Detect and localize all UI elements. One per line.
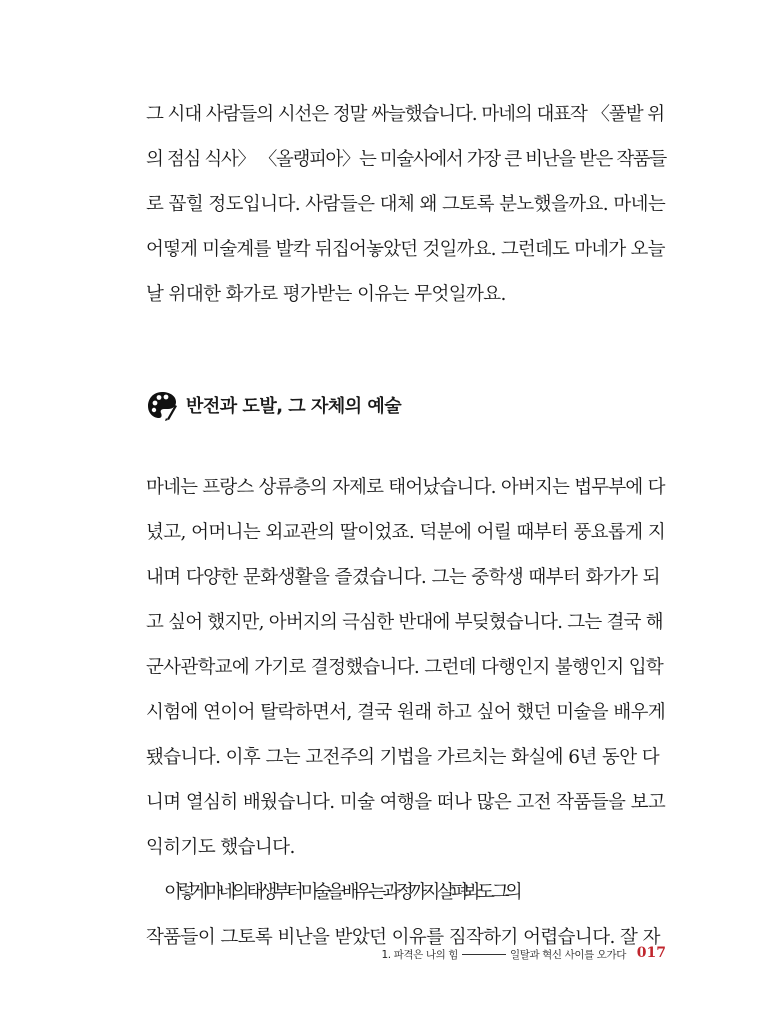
page-body: [146, 92, 666, 960]
palette-icon: [146, 389, 178, 421]
text-line: 그 시대 사람들의 시선은 정말 싸늘했습니다. 마네의 대표작 〈풀밭 위: [146, 104, 665, 125]
text-line: 니며 열심히 배웠습니다. 미술 여행을 떠나 많은 고전 작품들을 보고: [146, 792, 666, 813]
chapter-subtitle: 일탈과 혁신 사이를 오가다: [510, 949, 626, 961]
paragraph-biography: [146, 465, 666, 870]
page-footer: [0, 944, 768, 966]
paragraph-intro: [146, 92, 666, 317]
text-line: 시험에 연이어 탈락하면서, 결국 원래 하고 싶어 했던 미술을 배우게: [146, 702, 666, 723]
text-line: 날 위대한 화가로 평가받는 이유는 무엇일까요.: [146, 284, 506, 305]
chapter-title: 1. 파격은 나의 힘: [381, 949, 458, 961]
text-line: 마네는 프랑스 상류층의 자제로 태어났습니다. 아버지는 법무부에 다: [146, 477, 665, 498]
text-line: 의 점심 식사〉 〈올랭피아〉는 미술사에서 가장 큰 비난을 받은 작품들: [146, 149, 666, 170]
text-line: 고 싶어 했지만, 아버지의 극심한 반대에 부딪혔습니다. 그는 결국 해: [146, 612, 663, 633]
text-line: 익히기도 했습니다.: [146, 837, 295, 858]
footer-rule: [462, 954, 506, 955]
text-line: 됐습니다. 이후 그는 고전주의 기법을 가르치는 화실에 6년 동안 다: [146, 747, 660, 768]
text-line: 어떻게 미술계를 발칵 뒤집어놓았던 것일까요. 그런데도 마네가 오늘: [146, 239, 665, 260]
text-line: 로 꼽힐 정도입니다. 사람들은 대체 왜 그토록 분노했을까요. 마네는: [146, 194, 666, 215]
text-line: 이렇게 마네의 태생부터 미술을 배우는 과정까지 살펴봐도 그의: [164, 882, 519, 903]
section-title: 반전과 도발, 그 자체의 예술: [186, 396, 402, 417]
text-line: 작품들이 그토록 비난을 받았던 이유를 짐작하기 어렵습니다. 잘 자: [146, 927, 660, 948]
text-line: 군사관학교에 가기로 결정했습니다. 그런데 다행인지 불행인지 입학: [146, 657, 664, 678]
page-number: 017: [636, 945, 666, 961]
section-heading: [146, 389, 666, 421]
text-line: 녔고, 어머니는 외교관의 딸이었죠. 덕분에 어릴 때부터 풍요롭게 지: [146, 522, 666, 543]
running-footer: [382, 947, 627, 962]
text-line: 내며 다양한 문화생활을 즐겼습니다. 그는 중학생 때부터 화가가 되: [146, 567, 660, 588]
